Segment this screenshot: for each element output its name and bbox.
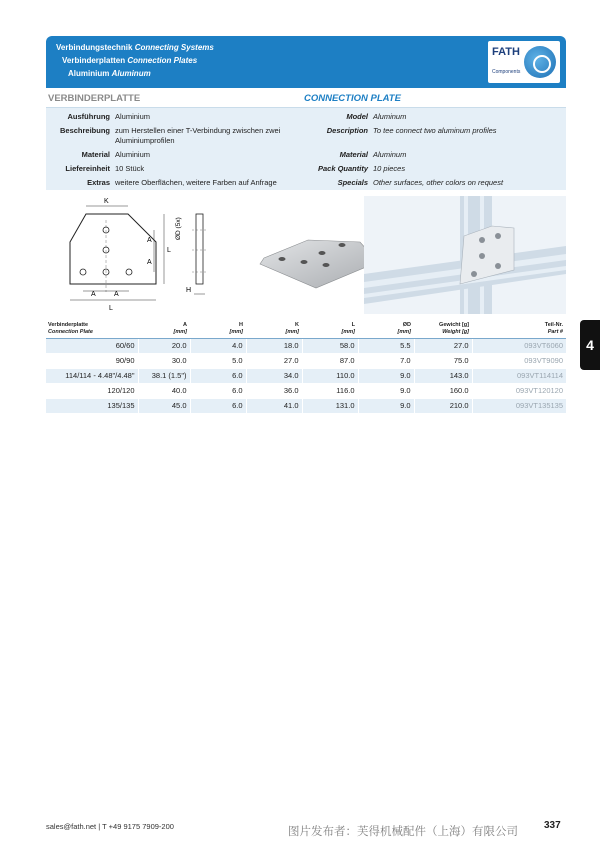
cell-h: 4.0 bbox=[190, 339, 246, 354]
cell-a: 20.0 bbox=[138, 339, 190, 354]
cell-d: 5.5 bbox=[358, 339, 414, 354]
cell-h: 5.0 bbox=[190, 354, 246, 369]
drawing-label-a-3: A bbox=[147, 237, 152, 244]
col-header-k: K [mm] bbox=[246, 322, 302, 339]
table-row bbox=[46, 399, 566, 414]
cell-k: 27.0 bbox=[246, 354, 302, 369]
drawing-label-d: ØD (5x) bbox=[175, 217, 182, 240]
specifications: Ausführung Aluminium Beschreibung zum Herstellen einer T-Verbindung zwischen zwei Aluminiumprofilen Material Aluminium Liefereinheit 10 Stück Extras weitere Oberflächen, weitere Farben auf Anfrage Model Aluminum Description To tee connect two aluminum profiles Material Aluminum Pack Quantity 10 pieces Specials Other surfaces, other colors on request bbox=[46, 108, 566, 190]
drawing-label-a-1: A bbox=[91, 291, 96, 298]
col-header-d: ØD [mm] bbox=[358, 322, 414, 339]
col-header-plate: Verbinderplatte Connection Plate bbox=[46, 322, 138, 339]
cell-plate: 60/60 bbox=[46, 339, 138, 354]
cell-weight: 210.0 bbox=[414, 399, 472, 414]
catalog-header bbox=[46, 36, 566, 88]
cell-weight: 27.0 bbox=[414, 339, 472, 354]
cell-part-number: 093VT6060 bbox=[472, 339, 566, 354]
col-header-h: H [mm] bbox=[190, 322, 246, 339]
table-header-row bbox=[46, 322, 566, 339]
cell-part-number: 093VT120120 bbox=[472, 384, 566, 399]
publisher-watermark: 图片发布者：芙得机械配件（上海）有限公司 bbox=[288, 826, 518, 838]
dimensions-table bbox=[46, 322, 566, 414]
col-header-weight: Gewicht [g] Weight [g] bbox=[414, 322, 472, 339]
cell-plate: 135/135 bbox=[46, 399, 138, 414]
cell-a: 38.1 (1.5") bbox=[138, 369, 190, 384]
table-row bbox=[46, 369, 566, 384]
cell-a: 45.0 bbox=[138, 399, 190, 414]
drawing-label-k: K bbox=[104, 198, 109, 205]
table-row bbox=[46, 354, 566, 369]
cell-weight: 160.0 bbox=[414, 384, 472, 399]
drawing-label-l: L bbox=[109, 305, 113, 312]
footer-contact: sales@fath.net | T +49 9175 7909-200 bbox=[46, 822, 174, 831]
cell-part-number: 093VT114114 bbox=[472, 369, 566, 384]
cell-d: 9.0 bbox=[358, 399, 414, 414]
cell-weight: 75.0 bbox=[414, 354, 472, 369]
cell-plate: 114/114 - 4.48"/4.48" bbox=[46, 369, 138, 384]
cell-k: 41.0 bbox=[246, 399, 302, 414]
cell-l: 58.0 bbox=[302, 339, 358, 354]
cell-l: 87.0 bbox=[302, 354, 358, 369]
header-line-1: Verbindungstechnik Connecting Systems bbox=[56, 43, 214, 52]
cell-d: 9.0 bbox=[358, 369, 414, 384]
drawing-label-l-side: L bbox=[167, 247, 171, 254]
cell-h: 6.0 bbox=[190, 399, 246, 414]
product-figures bbox=[46, 192, 566, 320]
cell-d: 7.0 bbox=[358, 354, 414, 369]
title-english: CONNECTION PLATE bbox=[304, 93, 401, 104]
cell-a: 40.0 bbox=[138, 384, 190, 399]
cell-h: 6.0 bbox=[190, 384, 246, 399]
cell-k: 36.0 bbox=[246, 384, 302, 399]
section-title bbox=[46, 90, 566, 108]
assembly-photo bbox=[364, 196, 566, 314]
cell-a: 30.0 bbox=[138, 354, 190, 369]
cell-part-number: 093VT135135 bbox=[472, 399, 566, 414]
cell-part-number: 093VT9090 bbox=[472, 354, 566, 369]
cell-k: 34.0 bbox=[246, 369, 302, 384]
drawing-label-a-4: A bbox=[147, 259, 152, 266]
cell-plate: 120/120 bbox=[46, 384, 138, 399]
drawing-label-a-2: A bbox=[114, 291, 119, 298]
chapter-tab: 4 bbox=[580, 320, 600, 370]
cell-d: 9.0 bbox=[358, 384, 414, 399]
fath-logo-icon bbox=[524, 46, 556, 78]
cell-l: 116.0 bbox=[302, 384, 358, 399]
fath-logo: FATH Components bbox=[488, 41, 560, 83]
table-row bbox=[46, 339, 566, 354]
title-german: VERBINDERPLATTE bbox=[48, 93, 141, 104]
col-header-l: L [mm] bbox=[302, 322, 358, 339]
cell-l: 110.0 bbox=[302, 369, 358, 384]
col-header-part: Teil-Nr. Part # bbox=[472, 322, 566, 339]
cell-weight: 143.0 bbox=[414, 369, 472, 384]
cell-plate: 90/90 bbox=[46, 354, 138, 369]
drawing-label-h: H bbox=[186, 287, 192, 294]
table-row bbox=[46, 384, 566, 399]
col-header-a: A [mm] bbox=[138, 322, 190, 339]
header-line-2: Verbinderplatten Connection Plates bbox=[62, 56, 198, 65]
cell-k: 18.0 bbox=[246, 339, 302, 354]
header-line-3: Aluminium Aluminum bbox=[68, 69, 151, 78]
page-number: 337 bbox=[544, 820, 561, 831]
cell-l: 131.0 bbox=[302, 399, 358, 414]
cell-h: 6.0 bbox=[190, 369, 246, 384]
technical-drawing bbox=[56, 192, 236, 320]
